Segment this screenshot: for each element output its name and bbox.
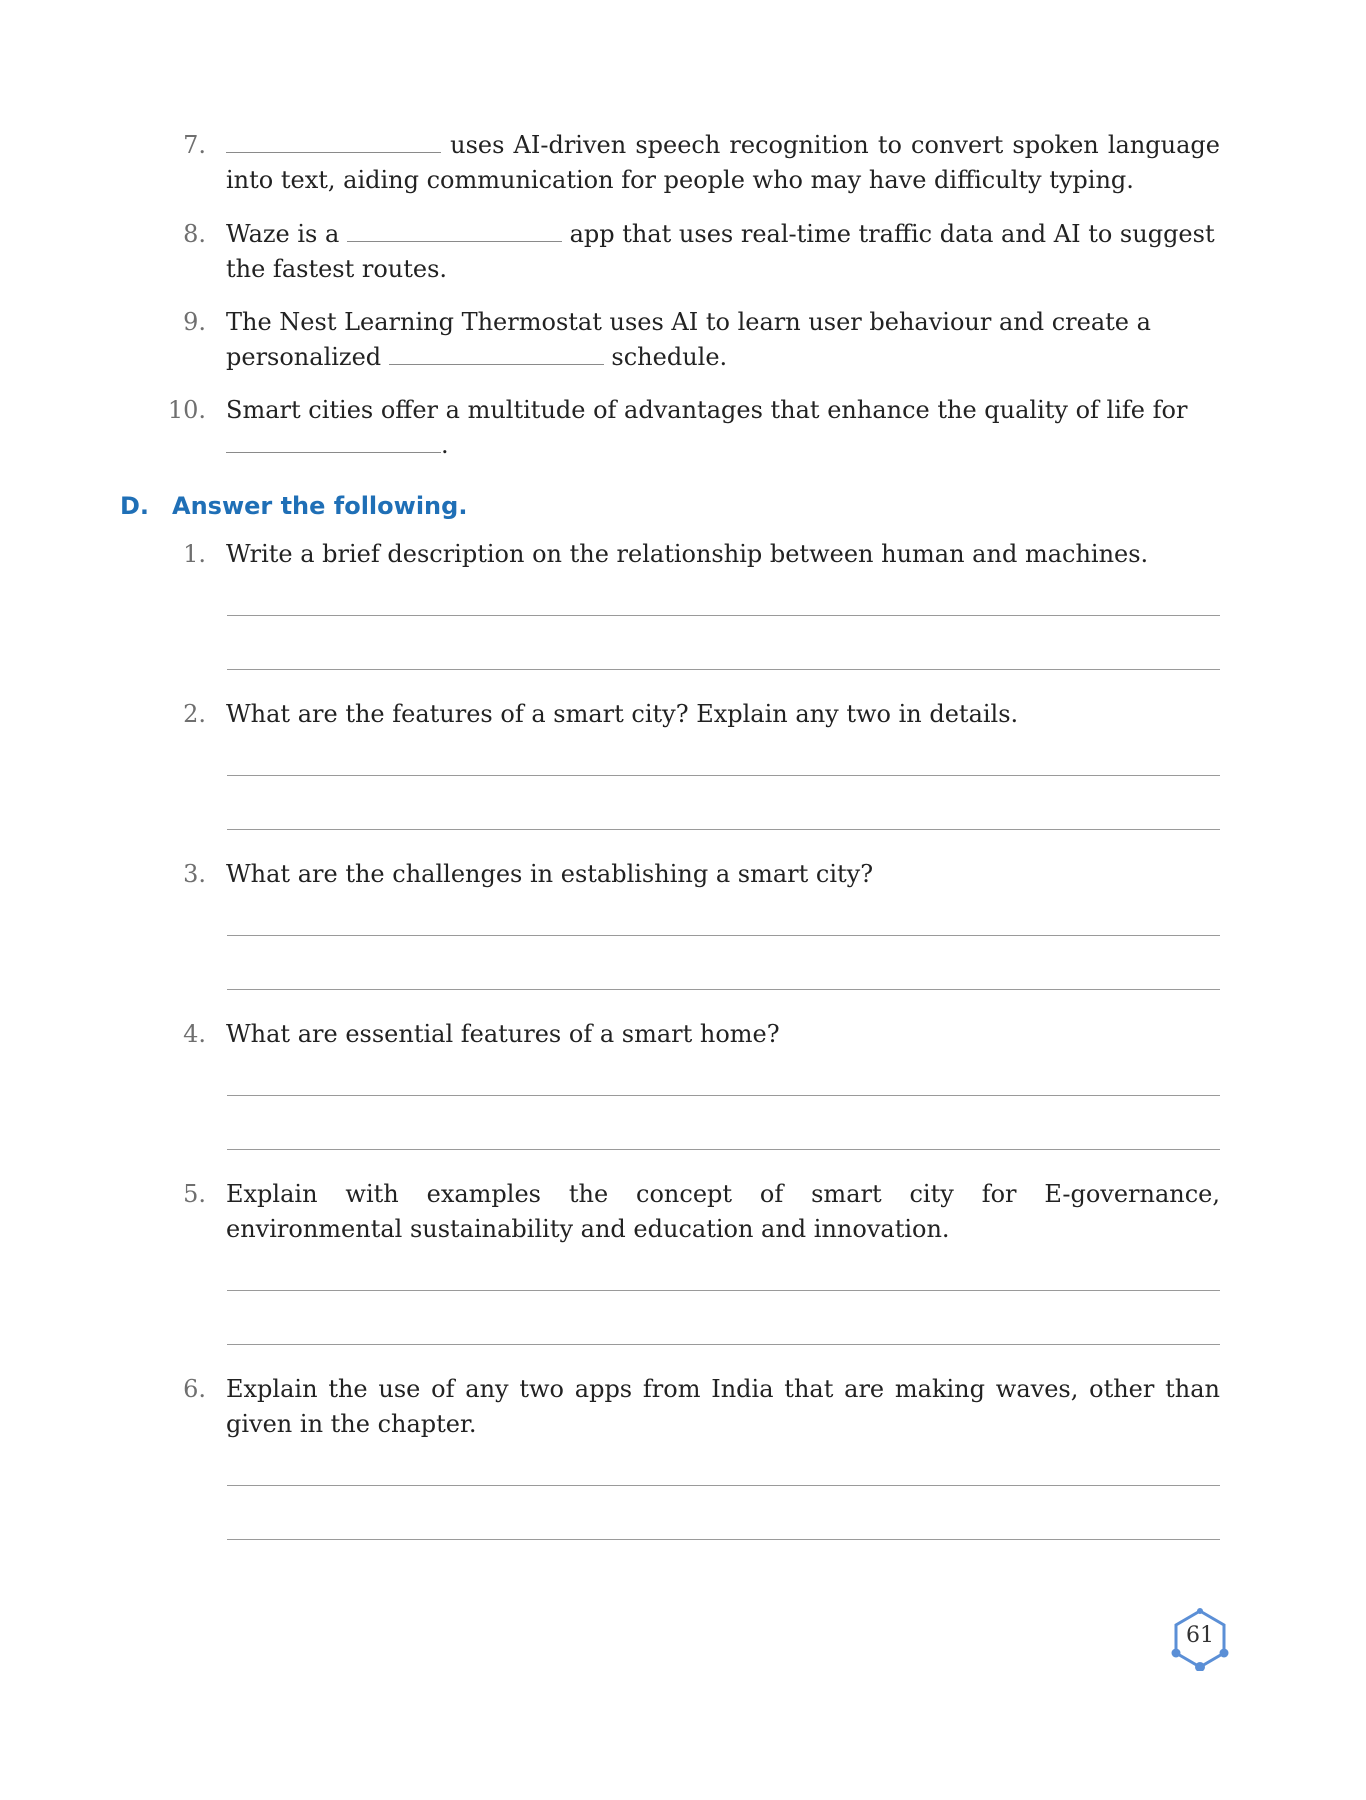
answer-line[interactable] [227,615,1220,616]
answer-line[interactable] [227,989,1220,990]
item-text [226,217,1220,287]
item-text [226,393,1220,463]
answer-line[interactable] [227,1095,1220,1096]
answer-blank[interactable] [226,134,441,153]
item-text-before: Waze is a [226,220,340,248]
answer-blank[interactable] [389,346,604,365]
answer-line[interactable] [227,669,1220,670]
question-text: What are essential features of a smart home? [226,1020,780,1048]
question-text: What are the features of a smart city? Explain any two in details. [226,700,1019,728]
item-text-before: Smart cities offer a multitude of advantages that enhance the quality of life for [226,396,1188,424]
question-text: What are the challenges in establishing a smart city? [226,860,874,888]
item-number: 7. [183,131,206,159]
answer-line[interactable] [227,935,1220,936]
answer-line[interactable] [227,1485,1220,1486]
answer-line[interactable] [227,1290,1220,1291]
item-number: 10. [167,396,206,424]
question-number: 2. [183,700,206,728]
item-text-before: The Nest Learning Thermostat uses AI to learn user behaviour and create a personalized [226,308,1151,371]
question-number: 5. [183,1180,206,1208]
section-letter: D. [120,492,150,520]
answer-line[interactable] [227,829,1220,830]
question-text: Explain with examples the concept of smart city for E-governance, environmental sustainability and education and innovation. [226,1180,1220,1243]
section-title: Answer the following. [172,492,468,520]
item-text [226,128,1220,198]
item-text [226,305,1220,375]
question-number: 3. [183,860,206,888]
item-text-after: uses AI-driven speech recognition to convert spoken language into text, aiding communication for people who may have difficulty typing. [226,131,1220,194]
answer-line[interactable] [227,1539,1220,1540]
answer-line[interactable] [227,775,1220,776]
question-text: Write a brief description on the relationship between human and machines. [226,540,1149,568]
question-number: 6. [183,1375,206,1403]
question-text: Explain the use of any two apps from India that are making waves, other than given in the chapter. [226,1375,1220,1438]
item-number: 9. [183,308,206,336]
item-text-after: schedule. [611,343,728,371]
page-number: 61 [1186,1623,1214,1648]
section-d-heading [120,489,467,523]
answer-blank[interactable] [347,223,562,242]
item-text-after: . [441,431,449,459]
question-number: 4. [183,1020,206,1048]
question-number: 1. [183,540,206,568]
item-text-after: app that uses real-time traffic data and AI to suggest the fastest routes. [226,220,1215,283]
answer-line[interactable] [227,1344,1220,1345]
answer-blank[interactable] [226,434,441,453]
answer-line[interactable] [227,1149,1220,1150]
item-number: 8. [183,220,206,248]
